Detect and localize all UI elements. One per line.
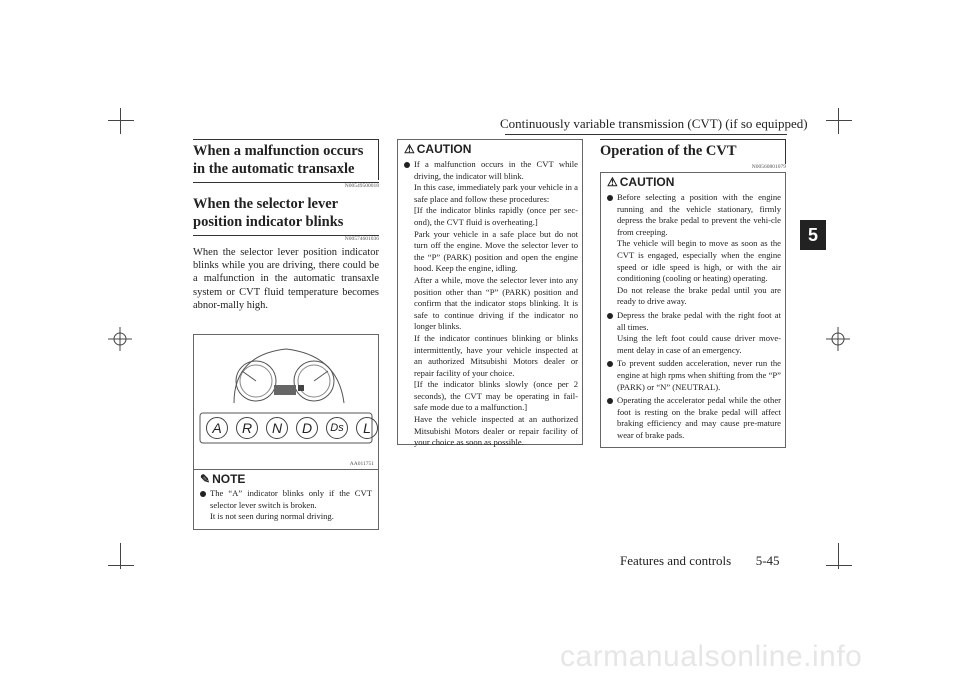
caution-header [404,142,578,156]
section-code: N00549500018 [344,183,379,189]
caution-line: [If the indicator blinks slowly (once per 2 seconds), the CVT may be operating in fail-safe mode due to a malfunction.] [414,379,578,413]
caution-label: CAUTION [416,142,472,156]
caution-item [607,192,781,308]
section-title-box [600,139,786,164]
left-column [193,139,379,530]
caution-line: Before selecting a position with the engine running and the vehicle stationary, firmly depress the brake pedal to prevent the vehi-cle from creeping. [617,192,781,237]
section-title: When a malfunction occurs in the automatic transaxle [193,143,364,177]
gear-letter-row [206,417,378,439]
caution-item [607,395,781,441]
chapter-tab: 5 [800,220,826,250]
subsection-code: N00574601036 [344,236,379,242]
crop-mark [108,120,134,121]
caution-item [607,310,781,356]
caution-box-middle [397,139,583,448]
subsection-title: When the selector lever position indicator blinks [193,196,344,230]
gear-letter-d: D [296,417,318,439]
caution-line: Do not release the brake pedal until you are ready to drive away. [617,284,781,307]
bullet-icon [200,491,206,497]
body-text: When the selector lever position indicator blinks while you are driving, there could be a malfunction in the automatic transaxle system or CVT fluid temperature becomes abnor-mally high. [193,247,379,311]
caution-line: Have the vehicle inspected at an authorized Mitsubishi Motors dealer or repair facility of your choice as soon as possible. [414,414,578,448]
section-title: Operation of the CVT [600,143,737,159]
running-header: Continuously variable transmission (CVT) (if so equipped) [500,116,808,131]
gear-letter-ds: Ds [326,417,348,439]
caution-line: [If the indicator blinks rapidly (once per sec-ond), the CVT fluid is overheating.] [414,205,578,227]
caution-label: CAUTION [619,175,675,189]
bullet-icon [607,195,613,201]
gear-letter-n: N [266,417,288,439]
footer-section: Features and controls [620,553,732,568]
bullet-icon [607,313,613,319]
warning-triangle-icon: ⚠ [607,175,618,189]
registration-mark [108,327,132,351]
watermark: carmanualsonline.info [560,640,863,673]
note-label: NOTE [212,472,246,487]
caution-item [607,358,781,393]
section-title-box [193,139,379,180]
caution-line: If a malfunction occurs in the CVT while driving, the indicator will blink. [414,159,578,181]
note-line: The “A” indicator blinks only if the CVT selector lever switch is broken. [210,488,372,510]
bullet-icon [607,361,613,367]
caution-line: Operating the accelerator pedal while the other foot is resting on the brake pedal will affect braking efficiency and may cause pre-mature wear of brake pads. [617,395,781,440]
caution-line: If the indicator continues blinking or blinks intermittently, have your vehicle inspected at an authorized Mitsubishi Motors dealer or repair facility of your choice. [414,332,578,378]
caution-line: To prevent sudden acceleration, never run the engine at high rpms when shifting from the “P” (PARK) or “N” (NEUTRAL). [617,358,781,392]
section-code: N00560801079 [751,164,786,170]
pencil-icon: ✎ [200,472,211,487]
note-line: It is not seen during normal driving. [210,511,334,522]
note-box [193,470,379,530]
caution-line: The vehicle will begin to move as soon as the CVT is engaged, especially when the engine speed or idle speed is high, or with the air conditioning (cooling or heating) operating. [617,238,781,284]
note-item [200,488,372,523]
indicator-figure [193,334,379,470]
registration-mark [826,327,850,351]
caution-line: Park your vehicle in a safe place but do not turn off the engine. Move the selector lever to the “P” (PARK) position and open the engine hood. Keep the engine, idling. [414,228,578,274]
warning-triangle-icon: ⚠ [404,142,415,156]
caution-box-right [600,172,786,448]
crop-mark [826,120,852,121]
gear-letter-a: A [206,417,228,439]
caution-line: Using the left foot could cause driver move-ment delay in case of an emergency. [617,333,781,355]
gear-letter-r: R [236,417,258,439]
caution-header [607,175,781,189]
crop-mark [826,565,852,566]
crop-mark [120,108,121,134]
header-rule [505,134,787,135]
crop-mark [108,565,134,566]
crop-mark [838,108,839,134]
page-number: 5-45 [755,553,780,568]
caution-line: After a while, move the selector lever into any position other than “P” (PARK) position and confirm that the indicator stops blinking. It is safe to continue driving if the indicator no longer blinks. [414,274,578,332]
right-column [600,139,786,448]
note-header [200,472,372,486]
caution-line: Depress the brake pedal with the right foot at all times. [617,309,781,332]
page-footer [620,553,780,569]
bullet-icon [607,398,613,404]
selector-indicator-illustration [194,335,378,469]
caution-line: In this case, immediately park your vehicle in a safe place and follow these procedures: [414,182,578,204]
gear-letter-l: L [356,417,378,439]
bullet-icon [404,162,410,168]
caution-item [404,159,578,449]
figure-code: AA011751 [349,461,374,468]
